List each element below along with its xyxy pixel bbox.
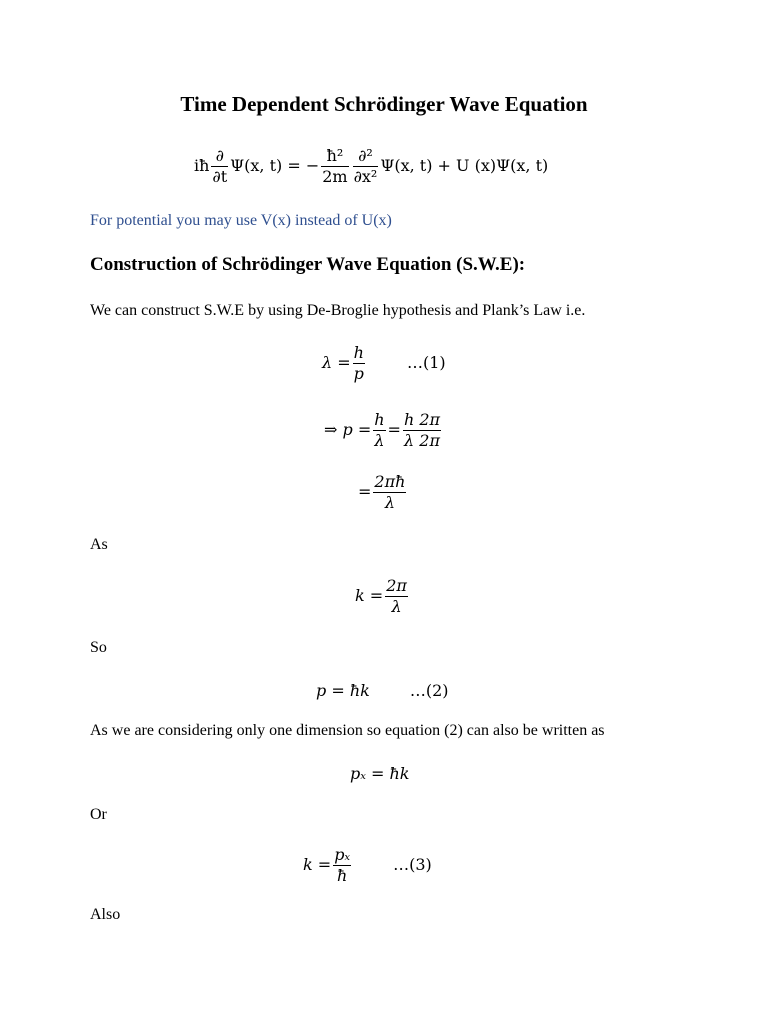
eq1b-fraction-1 [373, 410, 385, 451]
partial-x-den: ∂x² [353, 167, 378, 186]
eqk-fraction [385, 576, 408, 617]
eq1b-den1: λ [374, 431, 385, 450]
so-label: So [90, 639, 107, 656]
equation-momentum [324, 410, 443, 451]
eq3-fraction [333, 845, 351, 886]
eq1b-lhs: ⇒ p = [324, 420, 372, 439]
eq1c-num: 2πħ [374, 472, 406, 491]
eq1b-equals: = [387, 420, 401, 439]
eq3-den: ħ [336, 866, 348, 885]
equation-2 [316, 681, 449, 700]
equation-3 [303, 845, 432, 886]
eq1c-den: λ [384, 493, 395, 512]
equation-momentum-simplified [358, 472, 408, 513]
eq1-fraction [353, 343, 365, 384]
eq1b-den2: λ 2π [404, 431, 440, 450]
eq2-tag: …(2) [409, 681, 449, 700]
eq2-expr: p = ħk [316, 681, 370, 700]
main-eq-prefix: iħ [194, 156, 210, 175]
section-heading: Construction of Schrödinger Wave Equation (S.W.E): [90, 254, 526, 275]
eq1c-fraction [373, 472, 406, 513]
dimension-text: As we are considering only one dimension so equation (2) can also be written as [90, 722, 605, 739]
partial-t-fraction [211, 146, 228, 187]
or-label: Or [90, 806, 107, 823]
partial-x-fraction [353, 146, 379, 187]
main-eq-func: Ψ(x, t) = − [230, 156, 320, 175]
eqk-num: 2π [386, 576, 407, 595]
page-title: Time Dependent Schrödinger Wave Equation [180, 92, 588, 116]
hbar-num: ħ² [321, 146, 348, 167]
intro-text: We can construct S.W.E by using De-Broglie hypothesis and Plank’s Law i.e. [90, 302, 586, 319]
eq1-num: h [353, 343, 364, 362]
partial-x-num: ∂² [353, 146, 379, 167]
as-label: As [90, 536, 108, 553]
equation-px: pₓ = ħk [350, 764, 410, 783]
main-eq-tail: Ψ(x, t) + U (x)Ψ(x, t) [380, 156, 549, 175]
eq1b-num1: h [374, 410, 385, 429]
hbar-fraction [321, 146, 348, 187]
partial-t-den: ∂t [212, 167, 228, 186]
eq1-den: p [353, 364, 364, 383]
partial-t-num: ∂ [211, 146, 228, 167]
hbar-den: 2m [322, 167, 348, 186]
eq3-lhs: k = [303, 855, 332, 874]
eq3-tag: …(3) [393, 855, 432, 874]
main-equation [194, 146, 548, 187]
eq3-num: pₓ [334, 845, 351, 864]
eq1-tag: …(1) [406, 353, 446, 372]
eq1c-lhs: = [358, 482, 372, 501]
eqk-den: λ [391, 597, 402, 616]
also-label: Also [90, 906, 121, 923]
eq1-lhs: λ = [322, 353, 351, 372]
equation-1 [322, 343, 446, 384]
potential-note: For potential you may use V(x) instead of U(x) [90, 212, 392, 229]
eqk-lhs: k = [355, 586, 384, 605]
equation-wavenumber [355, 576, 410, 617]
eq1b-fraction-2 [403, 410, 441, 451]
eq1b-num2: h 2π [403, 410, 441, 429]
